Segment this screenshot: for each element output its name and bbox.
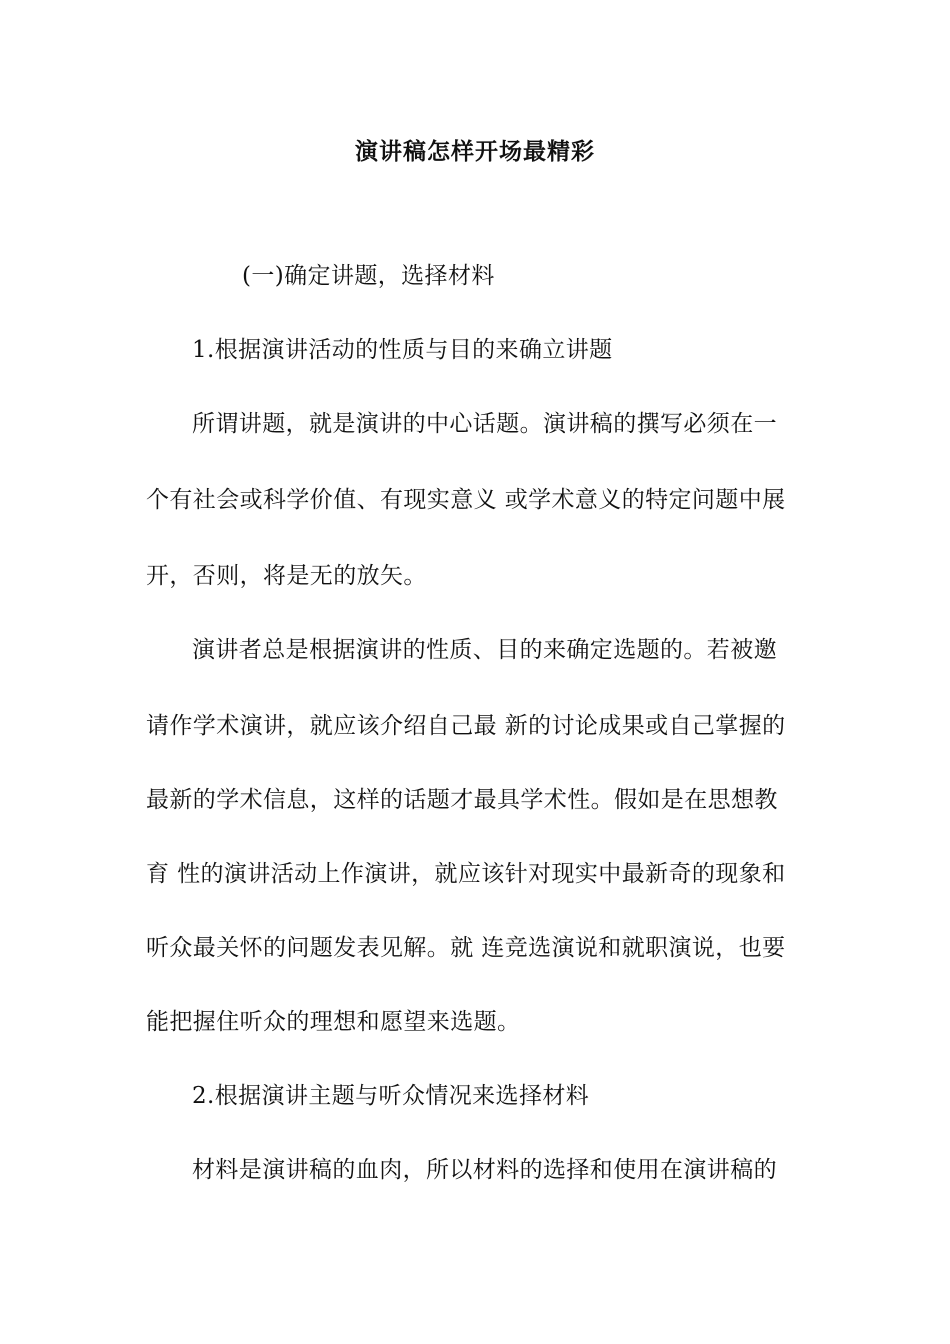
paragraph-line: 听众最关怀的问题发表见解。就 连竞选演说和就职演说，也要	[146, 935, 786, 961]
paragraph-line: 能把握住听众的理想和愿望来选题。	[146, 1009, 521, 1035]
paragraph-line: 请作学术演讲，就应该介绍自己最 新的讨论成果或自己掌握的	[146, 713, 786, 739]
paragraph-line: 最新的学术信息，这样的话题才最具学术性。假如是在思想教	[146, 787, 778, 813]
paragraph-line: 材料是演讲稿的血肉，所以材料的选择和使用在演讲稿的	[192, 1157, 777, 1183]
paragraph-line: 开，否则，将是无的放矢。	[146, 563, 427, 589]
paragraph-line: 个有社会或科学价值、有现实意义 或学术意义的特定问题中展	[146, 487, 786, 513]
subheading-2: 2.根据演讲主题与听众情况来选择材料	[192, 1083, 590, 1109]
paragraph-line: 育 性的演讲活动上作演讲，就应该针对现实中最新奇的现象和	[146, 861, 786, 887]
paragraph-line: 演讲者总是根据演讲的性质、目的来确定选题的。若被邀	[192, 637, 777, 663]
subheading-1: 1.根据演讲活动的性质与目的来确立讲题	[192, 337, 613, 363]
document-title: 演讲稿怎样开场最精彩	[355, 138, 595, 165]
paragraph-line: 所谓讲题，就是演讲的中心话题。演讲稿的撰写必须在一	[192, 411, 777, 437]
section-heading-1: (一)确定讲题，选择材料	[242, 263, 495, 289]
